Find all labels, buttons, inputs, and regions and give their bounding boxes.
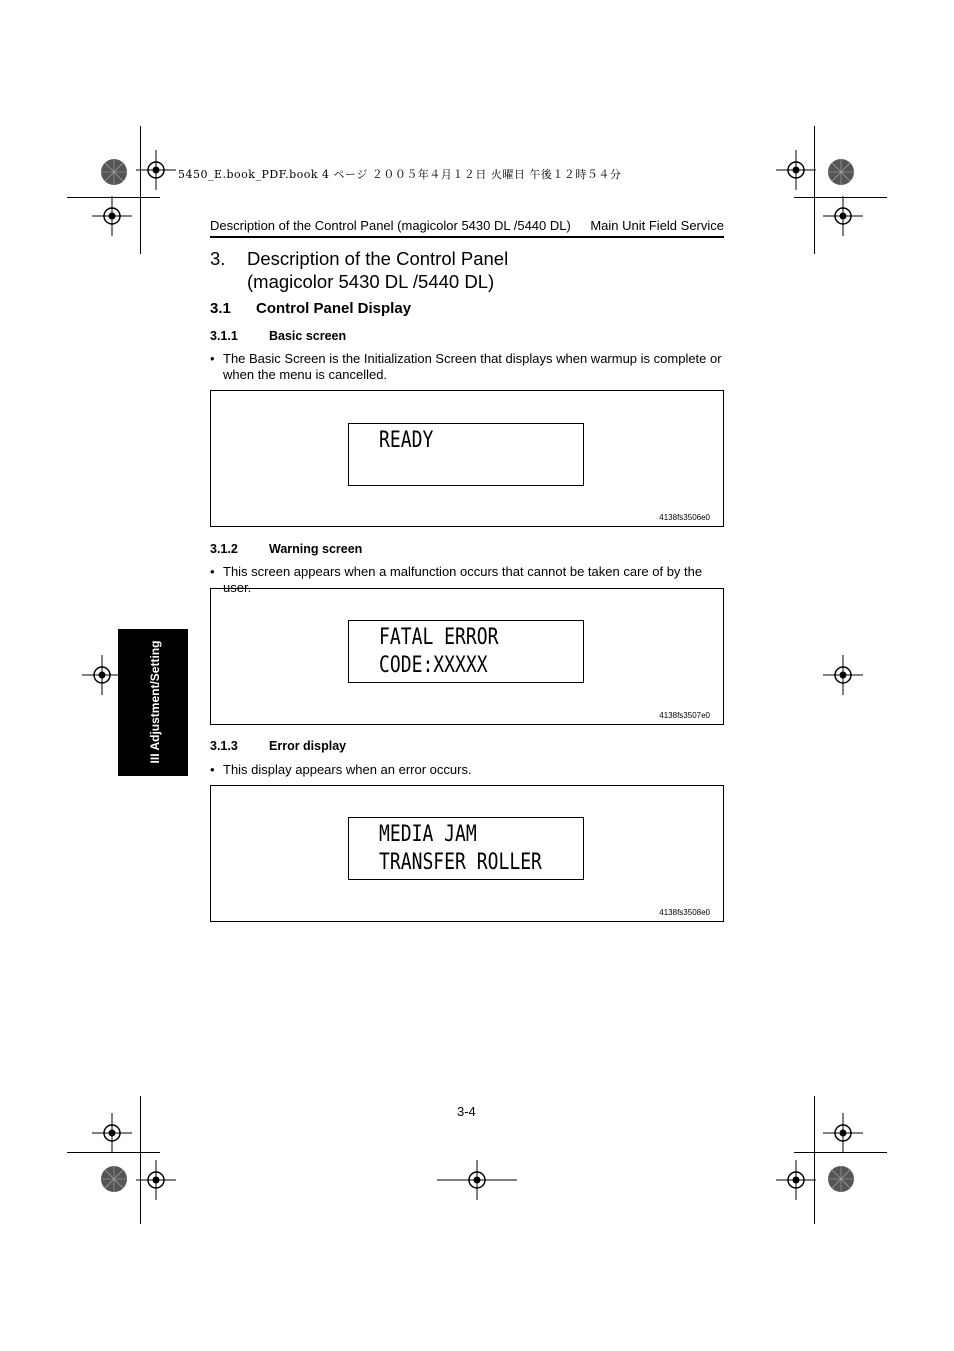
registration-mark-icon — [823, 1113, 863, 1153]
registration-mark-icon — [823, 196, 863, 236]
bullet-text: This display appears when an error occurs. — [223, 762, 472, 777]
starburst-mark-icon — [100, 158, 128, 186]
side-tab — [118, 629, 188, 776]
page-number: 3-4 — [457, 1104, 476, 1119]
lcd-display — [348, 817, 584, 880]
lcd-line-1: MEDIA JAM — [379, 822, 477, 847]
registration-mark-icon — [136, 1160, 176, 1200]
figure-error-display — [210, 785, 724, 922]
lcd-line-2: CODE:XXXXX — [379, 653, 488, 678]
figure-id: 4138fs3507e0 — [659, 711, 710, 720]
registration-mark-icon — [136, 150, 176, 190]
lcd-line-1: FATAL ERROR — [379, 625, 499, 650]
subsection-title: Control Panel Display — [256, 300, 412, 317]
lcd-display — [348, 423, 584, 486]
item-title: Error display — [269, 739, 347, 753]
registration-mark-icon — [823, 655, 863, 695]
starburst-mark-icon — [827, 158, 855, 186]
registration-mark-icon — [437, 1160, 517, 1200]
book-info: 5450_E.book_PDF.book 4 ページ ２００５年４月１２日 火曜日 午後１２時５４分 — [178, 168, 622, 181]
item-number: 3.1.1 — [210, 329, 238, 343]
registration-mark-icon — [776, 1160, 816, 1200]
bullet-text: The Basic Screen is the Initialization Screen that displays when warmup is complete or when the menu is cancelled. — [223, 351, 722, 382]
figure-id: 4138fs3506e0 — [659, 513, 710, 522]
registration-mark-icon — [82, 655, 122, 695]
header-left: Description of the Control Panel (magicolor 5430 DL /5440 DL) — [210, 218, 571, 233]
subsection-number: 3.1 — [210, 300, 231, 317]
running-header — [210, 216, 724, 238]
crop-line — [814, 126, 815, 254]
bullet-icon: • — [210, 762, 215, 777]
starburst-mark-icon — [827, 1165, 855, 1193]
figure-basic-screen — [210, 390, 724, 527]
lcd-display — [348, 620, 584, 683]
section-title-line1: Description of the Control Panel — [247, 248, 509, 269]
crop-line — [140, 126, 141, 254]
header-right: Main Unit Field Service — [590, 218, 724, 233]
item-number: 3.1.3 — [210, 739, 238, 753]
section-title-line2: (magicolor 5430 DL /5440 DL) — [247, 271, 495, 292]
figure-id: 4138fs3508e0 — [659, 908, 710, 917]
section-number: 3. — [210, 248, 226, 269]
bullet-text: This screen appears when a malfunction occurs that cannot be taken care of by the user. — [223, 564, 703, 595]
starburst-mark-icon — [100, 1165, 128, 1193]
lcd-line-2: TRANSFER ROLLER — [379, 850, 542, 875]
registration-mark-icon — [92, 196, 132, 236]
registration-mark-icon — [92, 1113, 132, 1153]
side-tab-label: III Adjustment/Setting — [148, 640, 162, 764]
figure-warning-screen — [210, 588, 724, 725]
registration-mark-icon — [776, 150, 816, 190]
lcd-line-1: READY — [379, 428, 434, 453]
item-title: Warning screen — [269, 542, 363, 556]
item-title: Basic screen — [269, 329, 347, 343]
bullet-icon: • — [210, 564, 215, 579]
item-number: 3.1.2 — [210, 542, 238, 556]
bullet-icon: • — [210, 351, 215, 366]
